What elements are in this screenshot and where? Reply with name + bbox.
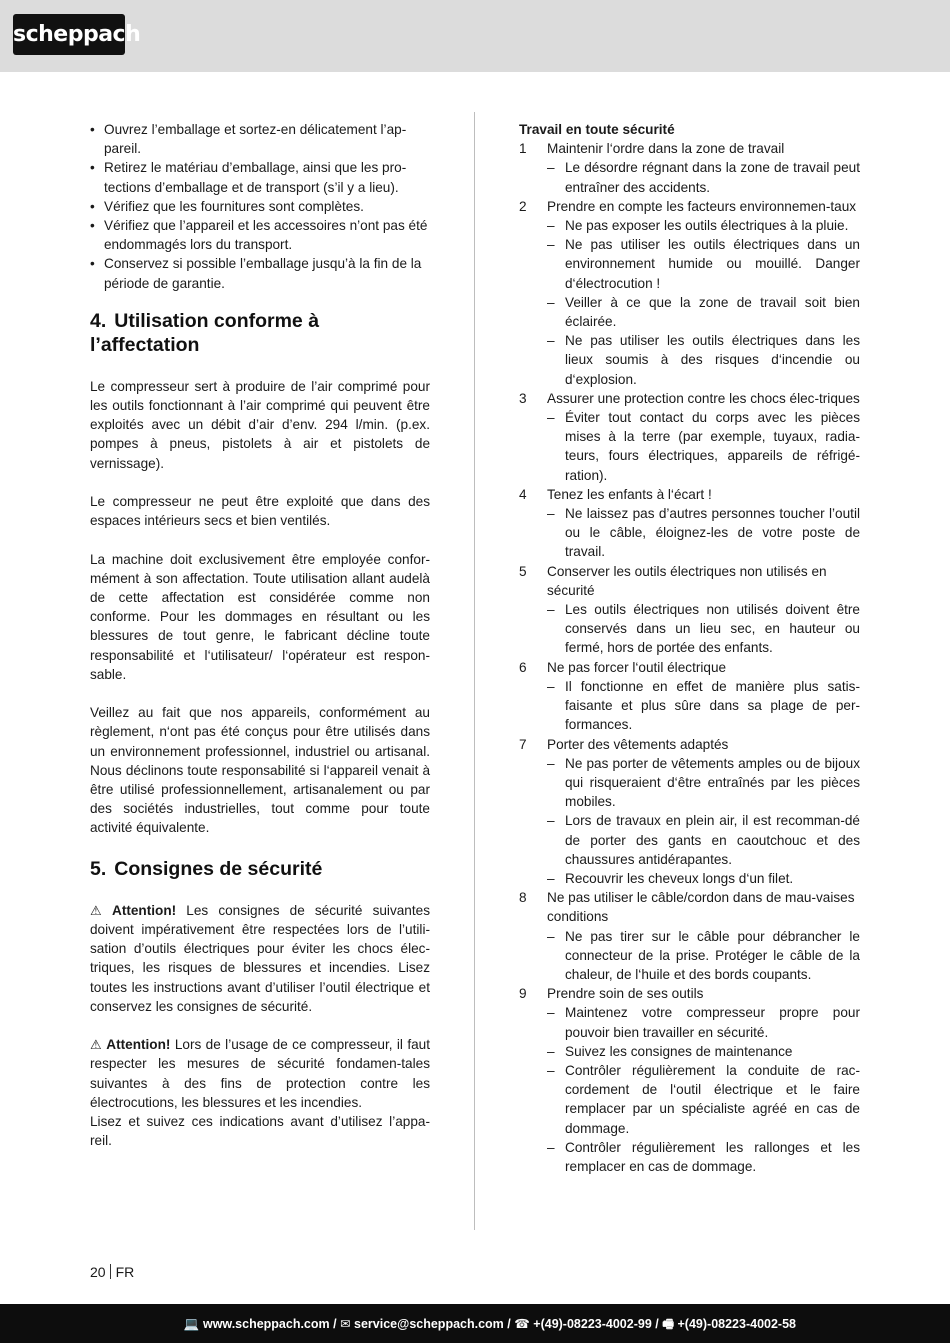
safety-subitem: – Les outils électriques non utilisés doivent être conservés dans un lieu sec, en hauteur ou fermé, hors de portée des enfants. [519,600,860,658]
page-header [0,0,950,72]
item-text: Prendre en compte les facteurs environnemen-taux [547,198,857,214]
list-item: • Vérifiez que les fournitures sont complètes. [90,197,430,216]
safety-subitem: – Veiller à ce que la zone de travail soit bien éclairée. [519,293,860,331]
section-number: 4. [90,309,107,332]
item-text: Porter des vêtements adaptés [547,736,729,752]
warning-paragraph [90,901,430,1016]
item-number: 4 [519,486,527,502]
warning-paragraph [90,1035,430,1112]
safety-subitem: – Ne pas utiliser les outils électriques dans un environnement humide ou mouillé. Danger d‘électrocution ! [519,235,860,293]
section-number: 5. [90,857,107,880]
section-4-heading [90,309,430,357]
safety-subitem: – Maintenez votre compresseur propre pour pouvoir bien travailler en sécurité. [519,1003,860,1041]
safety-subitem: – Suivez les consignes de maintenance [519,1042,860,1061]
safety-subitem: – Le désordre régnant dans la zone de travail peut entraîner des accidents. [519,158,860,196]
scheppach-logo: scheppach [13,14,125,55]
safety-subitem: – Ne pas tirer sur le câble pour débrancher le connecteur de la prise. Protéger le câble de la chaleur, de l‘huile et des bords coupants. [519,927,860,985]
item-number: 6 [519,659,527,675]
page-number-separator [110,1264,111,1279]
item-text: Assurer une protection contre les chocs élec-triques [547,390,860,406]
item-text: Ne pas forcer l‘outil électrique [547,659,727,675]
footer-website[interactable]: www.scheppach.com [202,1317,330,1331]
item-number: 9 [519,986,527,1002]
list-item: • Vérifiez que l’appareil et les accessoires n’ont pas été endommagés lors du transport. [90,216,430,254]
phone-icon: ☎ [514,1317,530,1331]
section-title: Utilisation conforme à l’affectation [90,309,320,356]
fax-icon: 🖷 [662,1317,675,1331]
item-number: 8 [519,890,527,906]
safety-item [519,485,860,504]
list-item: • Retirez le matériau d’emballage, ainsi que les pro-tections d’emballage et de transport (s’il y a lieu). [90,158,430,196]
left-column [90,120,430,1170]
warning-triangle-icon: ⚠ [90,902,108,918]
warning-label: Attention! [106,1037,171,1053]
safety-subitem: – Contrôler régulièrement la conduite de rac-cordement de l‘outil électrique et le faire remplacer par un spécialiste agréé en cas de dommage. [519,1061,860,1138]
warning-text: Les consignes de sécurité suivantes doivent impérativement être respectées lors de l’utili-sation d’outils électriques pour éviter les chocs élec-triques, les risques de blessures et incendies. Lisez toutes les instructions avant d’utiliser l’outil électrique et conservez les consignes de sécurité. [90,902,431,1014]
page-footer [0,1304,950,1343]
safety-subitem: – Ne pas exposer les outils électriques à la pluie. [519,216,860,235]
item-number: 2 [519,198,527,214]
paragraph: Veillez au fait que nos appareils, conformément au règlement, n‘ont pas été conçus pour être utilisés dans un environnement professionnel, industriel ou artisanal. Nous déclinons toute responsabilité si l‘appareil venait à être utilisé professionnellement, artisanalement ou par des sociétés industrielles, tout comme pour toute activité équivalente. [90,705,430,836]
page-number [90,1264,134,1280]
safety-item [519,984,860,1003]
footer-phone: +(49)-08223-4002-99 [533,1317,652,1331]
unpacking-list [90,120,430,293]
safety-item [519,562,860,600]
safety-subitem: – Éviter tout contact du corps avec les pièces mises à la terre (par exemple, tuyaux, radia-teurs, fours électriques, appareils de réfrigé-ration). [519,408,860,485]
safety-item [519,197,860,216]
footer-email[interactable]: service@scheppach.com [354,1317,504,1331]
column-divider [474,112,475,1230]
paragraph: La machine doit exclusivement être employée confor-mément à son affectation. Toute utilisation allant audelà de cette affectation est considérée comme non conforme. Pour les dommages en résultant ou les blessures de tout genre, le fabricant décline toute responsabilité et l‘utilisateur/ l‘opérateur est respon-sable. [90,551,430,682]
safety-item [519,888,860,926]
item-text: Tenez les enfants à l‘écart ! [547,486,712,502]
closing-paragraph: Lisez et suivez ces indications avant d’utilisez l’appa-reil. [90,1114,430,1149]
list-item: • Conservez si possible l’emballage jusqu’à la fin de la période de garantie. [90,254,430,292]
item-number: 7 [519,736,527,752]
computer-icon: 💻 [183,1317,200,1331]
item-number: 1 [519,141,527,157]
safety-item [519,139,860,158]
safety-subitem: – Il fonctionne en effet de manière plus satis-faisante et plus sûre dans sa plage de per-formances. [519,677,860,735]
list-item: • Ouvrez l’emballage et sortez-en délicatement l’ap-pareil. [90,120,430,158]
safety-item [519,658,860,677]
email-icon: ✉ [340,1317,351,1331]
safety-subitem: – Lors de travaux en plein air, il est recomman-dé de porter des gants en caoutchouc et des chaussures antidérapantes. [519,811,860,869]
paragraph: Le compresseur ne peut être exploité que dans des espaces intérieurs secs et bien ventilés. [90,494,430,529]
section-5-heading [90,857,430,881]
page-language: FR [115,1264,135,1280]
right-column [519,120,860,1176]
safety-item [519,389,860,408]
safety-title: Travail en toute sécurité [519,122,675,137]
item-text: Maintenir l‘ordre dans la zone de travail [547,141,785,157]
warning-triangle-icon: ⚠ [90,1037,103,1053]
safety-subitem: – Ne pas porter de vêtements amples ou de bijoux qui risqueraient d‘être entraînés par les pièces mobiles. [519,754,860,812]
item-text: Conserver les outils électriques non utilisés en sécurité [547,563,827,598]
item-number: 3 [519,390,527,406]
warning-text: Lors de l’usage de ce compresseur, il faut respecter les mesures de sécurité fondamen-tales suivantes à des fins de protection contre les électrocutions, les blessures et les incendies. [90,1037,430,1110]
section-title: Consignes de sécurité [114,857,323,880]
safety-subitem: – Recouvrir les cheveux longs d‘un filet. [519,869,860,888]
item-text: Ne pas utiliser le câble/cordon dans de mau-vaises conditions [547,890,855,925]
item-number: 5 [519,563,527,579]
warning-label: Attention! [112,902,177,918]
safety-subitem: – Ne laissez pas d’autres personnes toucher l’outil ou le câble, éloignez-les de votre poste de travail. [519,504,860,562]
page-number-value: 20 [90,1264,106,1280]
item-text: Prendre soin de ses outils [547,986,704,1002]
safety-item [519,735,860,754]
footer-fax: +(49)-08223-4002-58 [677,1317,796,1331]
paragraph: Le compresseur sert à produire de l’air comprimé pour les outils fonctionnant à l’air comprimé qui peuvent être exploités avec un débit d’air d’env. 294 l/min. (p.ex. pompes à pneus, pistolets à air et pistolets de vernissage). [90,378,430,471]
safety-subitem: – Ne pas utiliser les outils électriques dans les lieux soumis à des risques d‘incendie ou d‘explosion. [519,331,860,389]
footer-contact: 💻 www.scheppach.com / ✉ service@scheppach.com / ☎ +(49)-08223-4002-99 / 🖷 +(49)-08223-4002-58 [183,1317,796,1331]
safety-subitem: – Contrôler régulièrement les rallonges et les remplacer en cas de dommage. [519,1138,860,1176]
